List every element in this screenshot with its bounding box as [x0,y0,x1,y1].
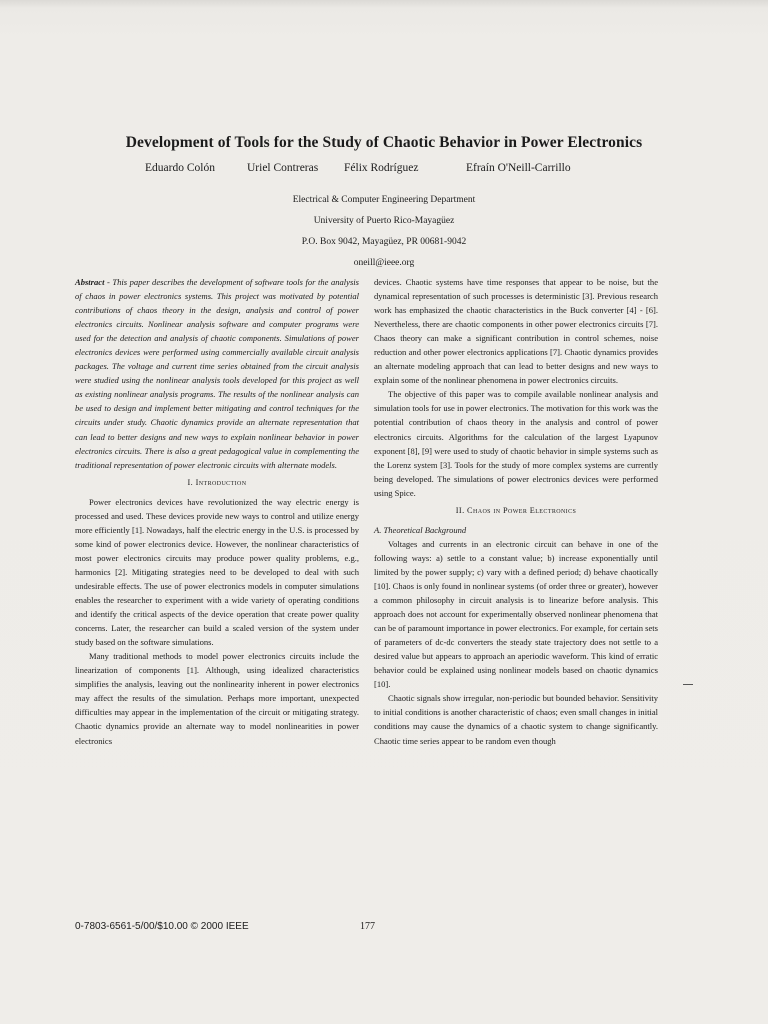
paper-title: Development of Tools for the Study of Chaotic Behavior in Power Electronics [125,134,643,151]
author-list [0,162,768,178]
abstract-text: - This paper describes the development of software tools for the analysis of chaos in power electronics systems. This project was motivated by potential contributions of chaos theory in the design, analysis and control of power electronics circuits. Nonlinear analysis software and computer programs were used for the detection and analysis of chaotic components. Simulations of power electronics devices were performed using commercially available circuit analysis packages. The voltage and current time series obtained from the circuit analysis were studied using the nonlinear analysis tools developed for this project as well as existing nonlinear analysis programs. The results of the nonlinear analysis can be used to design and implement better mitigating and control techniques for the circuits under study. Chaotic dynamics provide an alternate representation that can lead to better designs and new ways to explain nonlinear behavior in power electronics circuits. There is also a great pedagogical value in complementing the traditional representation of power electronic circuits with alternate models. [75,277,359,470]
section-heading-chaos [374,504,658,518]
section-number: II. [455,505,468,515]
author-name: Efraín O'Neill-Carrillo [466,162,571,174]
paragraph: Chaotic signals show irregular, non-periodic but bounded behavior. Sensitivity to initial conditions is another characteristic of chaos; even small changes in initial conditions may cause the dynamics of a chaotic system to change significantly. Chaotic time series appear to be random even though [374,693,658,746]
paragraph: Power electronics devices have revolutionized the way electric energy is processed and used. These devices provide new ways to control and utilize energy more efficiently [1]. Nowadays, half the electric energy in the U.S. is processed by some kind of power electronics device. However, the nonlinear characteristics of most power electronics circuits may produce power quality problems, e.g., harmonics [2]. Mitigating strategies need to be developed to deal with such undesirable effects. The use of power electronics models in computer simulations enables the researcher to experiment with a wide variety of operating conditions and identify the critical aspects of the device operation that create power quality concerns. Later, the researcher can build a scaled version of the system under study based on the software simulations. [75,496,359,648]
affiliation-department: Electrical & Computer Engineering Department [292,195,476,205]
affiliation-university: University of Puerto Rico-Mayagüez [313,216,455,226]
abstract [75,275,359,472]
section-title: Introduction [195,477,247,487]
author-name: Uriel Contreras [247,162,319,174]
right-column [374,275,658,748]
paragraph: devices. Chaotic systems have time responses that appear to be noise, but the dynamical representation of such processes is deterministic [3]. Previous research work has emphasized the chaotic characteristics in the Buck converter [4] - [6]. Nevertheless, there are chaotic components in other power electronics circuits [7]. Chaos theory can make a significant contribution in control schemes, noise reduction and other power electronics applications [7]. Chaotic dynamics provides an alternate modeling approach that can lead to better designs and new ways to explain some of the nonlinear phenomena in power electronics circuits. [374,277,658,386]
abstract-label: Abstract [75,277,105,287]
paragraph: The objective of this paper was to compile available nonlinear analysis and simulation tools for use in power electronics. The motivation for this work was the potential contribution of chaos theory in the analysis and control of power electronics circuits. Algorithms for the calculation of the largest Lyapunov exponent [8], [9] were used to study of chaotic behavior in simple systems such as the Lorenz system [3]. Tools for the study of more complex systems are currently being developed. The simulations of power electronics devices were performed using Spice. [374,389,658,498]
section-title: Chaos in Power Electronics [467,505,577,515]
copyright-notice: 0-7803-6561-5/00/$10.00 © 2000 IEEE [75,921,249,932]
subsection-heading: A. Theoretical Background [374,524,467,535]
section-heading-introduction [75,476,359,490]
affiliation-email: oneill@ieee.org [353,258,415,268]
paragraph: Voltages and currents in an electronic circuit can behave in one of the following ways: a) settle to a constant value; b) increase exponentially until limited by the power supply; c) vary with a defined period; d) behave chaotically [10]. Chaos is only found in nonlinear systems (of order three or greater), however a common philosophy in circuit analysis is to linearize before analysis. This approach does not account for experimentally observed nonlinear phenomena that can be of paramount importance in power electronics. For example, for certain sets of parameters of dc-dc converters the steady state trajectory does not settle to a desired value but appears to approach an aperiodic waveform. This kind of erratic behavior could be explained using nonlinear models based on chaotic dynamics [10]. [374,538,658,690]
author-name: Eduardo Colón [145,162,215,174]
paragraph: Many traditional methods to model power electronics circuits include the linearization of components [1]. Although, using idealized characteristics simplifies the analysis, leaving out the nonlinearity inherent in power electronics may affect the results of the simulation. Perhaps more important, unexpected difficulties may appear in the implementation of the circuit or mitigating strategy. Chaotic dynamics provide an alternate way to model nonlinearities in power electronics [75,651,359,746]
author-name: Félix Rodríguez [344,162,419,174]
affiliation-block [0,190,768,274]
page-number: 177 [360,921,375,932]
section-number: I. [187,477,196,487]
left-column [75,275,359,748]
affiliation-address: P.O. Box 9042, Mayagüez, PR 00681-9042 [301,237,467,247]
margin-mark [683,684,693,685]
